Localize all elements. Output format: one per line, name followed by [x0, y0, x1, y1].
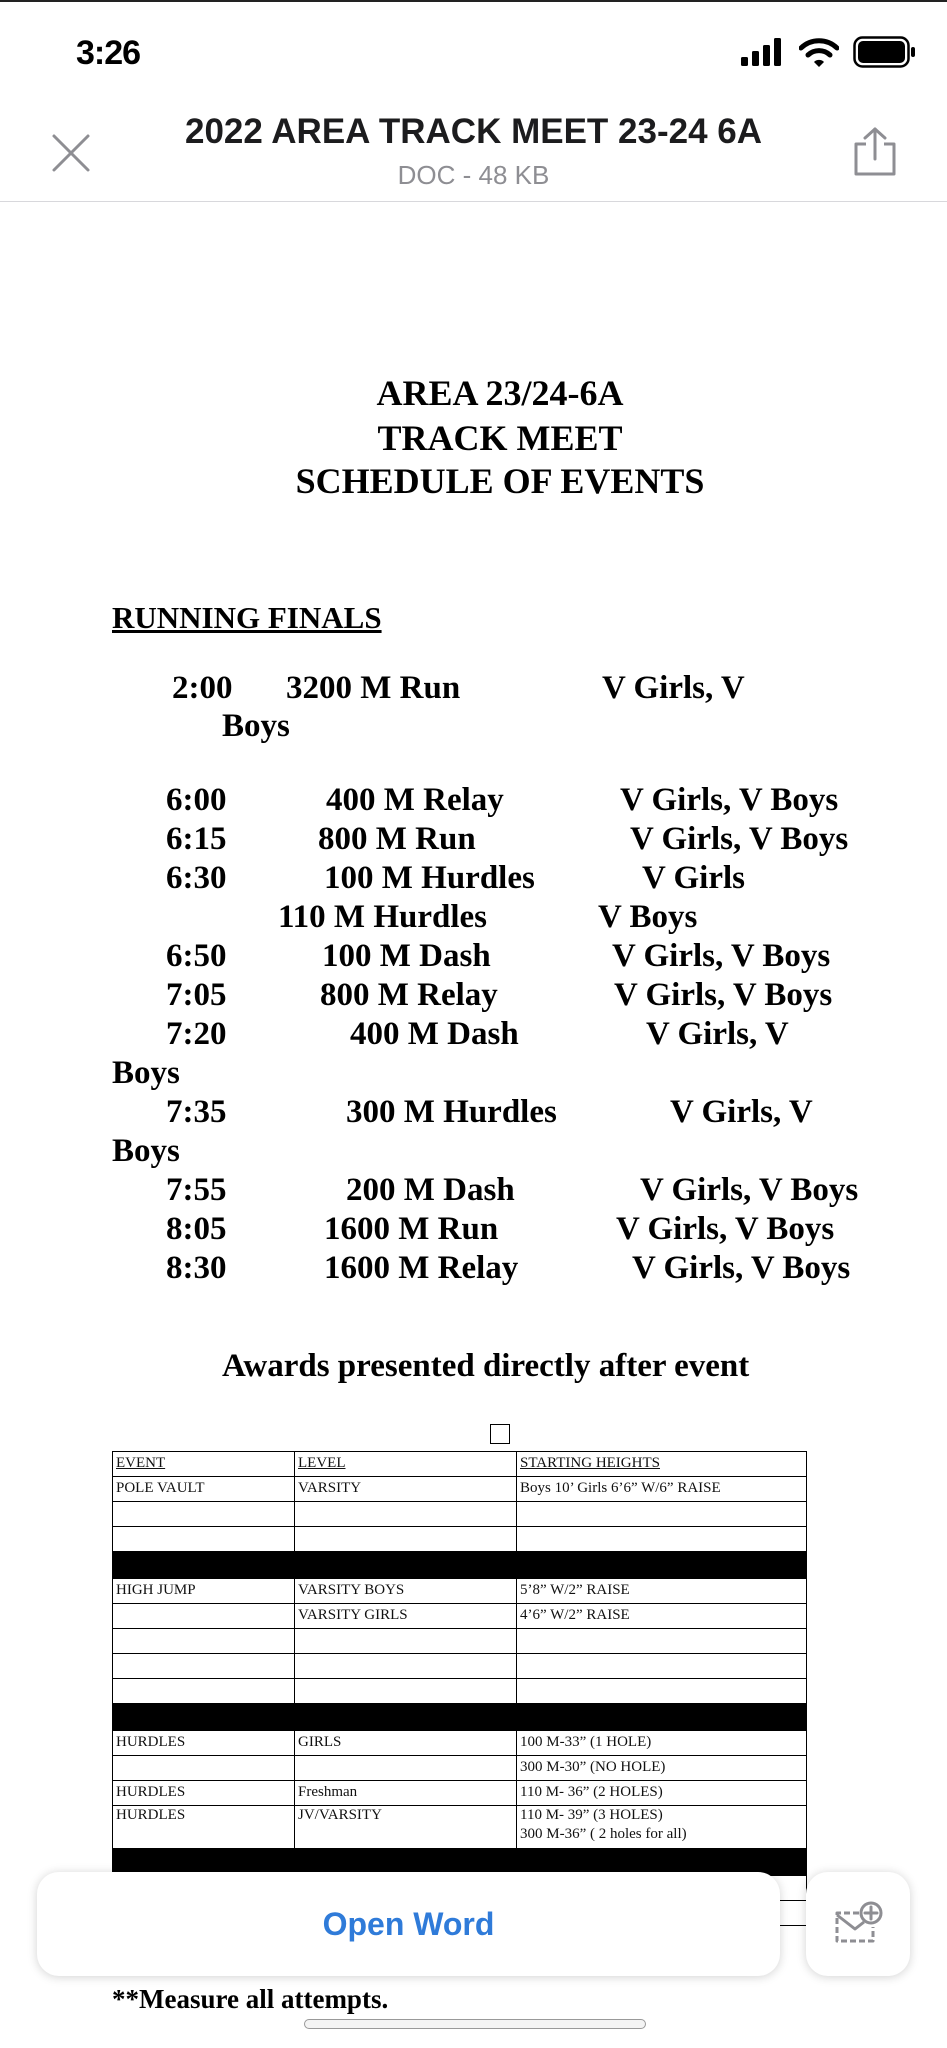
schedule-level: V Boys	[598, 899, 698, 935]
table-cell	[295, 1756, 517, 1781]
open-word-button[interactable]	[37, 1872, 780, 1976]
starting-heights-table	[112, 1451, 807, 1926]
share-icon	[852, 126, 898, 178]
table-row	[113, 1781, 807, 1806]
schedule-event: 400 M Relay	[326, 782, 504, 818]
table-row	[113, 1579, 807, 1604]
schedule-time: 8:05	[166, 1211, 227, 1247]
cellular-signal-icon	[741, 38, 785, 66]
wifi-icon	[799, 37, 839, 67]
table-row	[113, 1477, 807, 1502]
table-cell: VARSITY GIRLS	[295, 1604, 517, 1629]
table-cell: HIGH JUMP	[113, 1579, 295, 1604]
table-header: LEVEL	[295, 1452, 517, 1477]
schedule-event: 1600 M Run	[324, 1211, 499, 1247]
open-word-label: Open Word	[322, 1905, 495, 1942]
mail-add-button[interactable]	[806, 1872, 910, 1976]
schedule-event: 200 M Dash	[346, 1172, 515, 1208]
table-cell: Boys 10’ Girls 6’6” W/6” RAISE	[517, 1477, 807, 1502]
schedule-event: 3200 M Run	[286, 670, 461, 706]
table-header: STARTING HEIGHTS	[517, 1452, 807, 1477]
status-icons	[741, 34, 917, 70]
schedule-level: V Girls, V Boys	[632, 1250, 851, 1286]
table-cell: VARSITY BOYS	[295, 1579, 517, 1604]
table-cell: 5’8” W/2” RAISE	[517, 1579, 807, 1604]
table-cell: 300 M-30” (NO HOLE)	[517, 1756, 807, 1781]
table-row	[113, 1654, 807, 1679]
schedule-event: 400 M Dash	[350, 1016, 519, 1052]
table-row	[113, 1679, 807, 1704]
table-cell: HURDLES	[113, 1781, 295, 1806]
schedule-event: 100 M Dash	[322, 938, 491, 974]
table-cell	[113, 1756, 295, 1781]
heading-line-1: AREA 23/24-6A	[376, 373, 624, 413]
schedule-level: V Girls, V Boys	[630, 821, 849, 857]
schedule-event: 110 M Hurdles	[278, 899, 488, 935]
table-cell: VARSITY	[295, 1477, 517, 1502]
table-cell	[517, 1806, 807, 1849]
schedule-level-wrap: Boys	[222, 708, 290, 744]
schedule-level: V Girls, V	[670, 1094, 813, 1130]
table-cell: 4’6” W/2” RAISE	[517, 1604, 807, 1629]
schedule-time: 6:30	[166, 860, 227, 896]
table-cell: 100 M-33” (1 HOLE)	[517, 1731, 807, 1756]
schedule-level: V Girls, V	[646, 1016, 789, 1052]
table-row	[113, 1731, 807, 1756]
table-cell	[113, 1604, 295, 1629]
schedule-level: V Girls	[642, 860, 745, 896]
schedule-level: V Girls, V Boys	[640, 1172, 859, 1208]
schedule-event: 800 M Run	[318, 821, 476, 857]
schedule-event: 800 M Relay	[320, 977, 498, 1013]
schedule-level-wrap: Boys	[112, 1133, 180, 1169]
table-row	[113, 1502, 807, 1527]
table-cell-line: 300 M-36” ( 2 holes for all)	[520, 1826, 687, 1842]
table-cell: HURDLES	[113, 1731, 295, 1756]
table-header-row	[113, 1452, 807, 1477]
table-cell: GIRLS	[295, 1731, 517, 1756]
table-row	[113, 1527, 807, 1552]
document-page[interactable]	[0, 202, 947, 2048]
schedule-time: 7:35	[166, 1094, 227, 1130]
schedule-level: V Girls, V Boys	[612, 938, 831, 974]
schedule-time: 6:50	[166, 938, 227, 974]
document-subtitle: DOC - 48 KB	[397, 160, 550, 190]
table-cell: 110 M- 36” (2 HOLES)	[517, 1781, 807, 1806]
schedule-level-wrap: Boys	[112, 1055, 180, 1091]
status-time: 3:26	[76, 34, 141, 72]
schedule-event: 300 M Hurdles	[346, 1094, 557, 1130]
schedule-event: 1600 M Relay	[324, 1250, 519, 1286]
table-cell: JV/VARSITY	[295, 1806, 517, 1849]
document-title: 2022 AREA TRACK MEET 23-24 6A	[184, 112, 763, 151]
schedule-time: 7:05	[166, 977, 227, 1013]
home-indicator[interactable]	[304, 2019, 646, 2029]
schedule-time: 8:30	[166, 1250, 227, 1286]
schedule-event: 100 M Hurdles	[324, 860, 535, 896]
footer-note: **Measure all attempts.	[112, 1984, 389, 2014]
schedule-level: V Girls, V Boys	[616, 1211, 835, 1247]
table-header: EVENT	[113, 1452, 295, 1477]
table-cell: POLE VAULT	[113, 1477, 295, 1502]
mail-add-icon	[833, 1901, 883, 1947]
schedule-level: V Girls, V Boys	[614, 977, 833, 1013]
table-cell: Freshman	[295, 1781, 517, 1806]
schedule-time: 7:20	[166, 1016, 227, 1052]
schedule-level: V Girls, V	[602, 670, 745, 706]
table-row	[113, 1604, 807, 1629]
table-separator-row	[113, 1552, 807, 1579]
table-separator-row	[113, 1704, 807, 1731]
schedule-level: V Girls, V Boys	[620, 782, 839, 818]
schedule-time: 6:15	[166, 821, 227, 857]
share-button[interactable]	[852, 126, 898, 178]
table-cell-line: 110 M- 39” (3 HOLES)	[520, 1807, 663, 1823]
table-row	[113, 1629, 807, 1654]
heading-line-2: TRACK MEET	[377, 418, 623, 458]
heading-line-3: SCHEDULE OF EVENTS	[295, 461, 705, 501]
schedule-time: 6:00	[166, 782, 227, 818]
table-cell: HURDLES	[113, 1806, 295, 1849]
awards-note: Awards presented directly after event	[222, 1348, 750, 1384]
table-row	[113, 1806, 807, 1849]
section-title: RUNNING FINALS	[112, 600, 382, 635]
top-border	[0, 0, 947, 2]
schedule-time: 2:00	[172, 670, 233, 706]
checkbox-symbol	[490, 1424, 510, 1444]
battery-icon	[853, 36, 917, 68]
schedule-time: 7:55	[166, 1172, 227, 1208]
table-row	[113, 1756, 807, 1781]
